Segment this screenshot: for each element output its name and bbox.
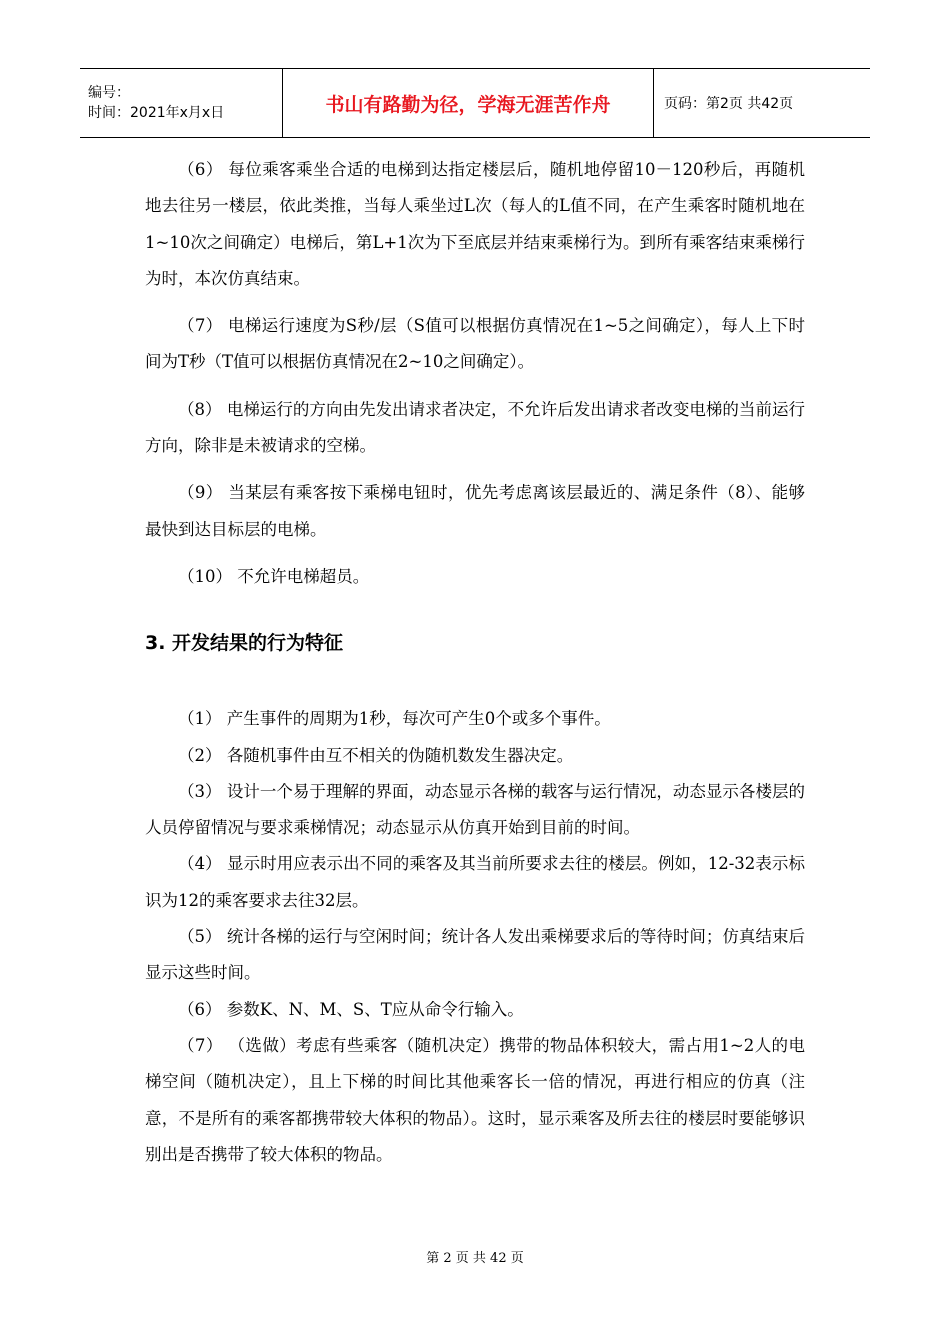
header-meta — [80, 69, 283, 137]
section-title: 3. 开发结果的行为特征 — [145, 632, 344, 655]
document-body — [145, 152, 805, 1173]
paragraph-item-9: （9） 当某层有乘客按下乘梯电钮时，优先考虑离该层最近的、满足条件（8）、能够最快到达目标层的电梯。 — [145, 483, 805, 539]
header-page-info — [654, 69, 870, 137]
header-motto — [283, 69, 654, 137]
behavior-item-6: （6） 参数K、N、M、S、T应从命令行输入。 — [178, 999, 524, 1019]
behavior-item-3: （3） 设计一个易于理解的界面，动态显示各梯的载客与运行情况，动态显示各楼层的人员停留情况与要求乘梯情况；动态显示从仿真开始到目前的时间。 — [145, 781, 805, 838]
page-footer: 第 2 页 共 42 页 — [426, 1251, 524, 1266]
page-header — [80, 68, 870, 138]
behavior-item-5: （5） 统计各梯的运行与空闲时间；统计各人发出乘梯要求后的等待时间；仿真结束后显示这些时间。 — [145, 927, 805, 983]
paragraph-item-6: （6） 每位乘客乘坐合适的电梯到达指定楼层后，随机地停留10－120秒后，再随机地去往另一楼层，依此类推，当每人乘坐过L次（每人的L值不同，在产生乘客时随机地在1~10次之间确定）电梯后，第L+1次为下至底层并结束乘梯行为。到所有乘客结束乘梯行为时，本次仿真结束。 — [145, 160, 805, 288]
behavior-item-1: （1） 产生事件的周期为1秒，每次可产生0个或多个事件。 — [178, 709, 611, 729]
header-date-label: 时间：2021年x月x日 — [88, 105, 225, 121]
paragraph-item-8: （8） 电梯运行的方向由先发出请求者决定，不允许后发出请求者改变电梯的当前运行方向，除非是未被请求的空梯。 — [145, 399, 805, 456]
behavior-item-4: （4） 显示时用应表示出不同的乘客及其当前所要求去往的楼层。例如，12-32表示标识为12的乘客要求去往32层。 — [145, 854, 805, 910]
behavior-item-2: （2） 各随机事件由互不相关的伪随机数发生器决定。 — [178, 745, 574, 765]
behavior-item-7: （7） （选做）考虑有些乘客（随机决定）携带的物品体积较大，需占用1~2人的电梯空间（随机决定），且上下梯的时间比其他乘客长一倍的情况，再进行相应的仿真（注意，不是所有的乘客都携带较大体积的物品）。这时，显示乘客及所去往的楼层时要能够识别出是否携带了较大体积的物品。 — [145, 1035, 805, 1164]
paragraph-item-10: （10） 不允许电梯超员。 — [178, 566, 370, 586]
paragraph-item-7: （7） 电梯运行速度为S秒/层（S值可以根据仿真情况在1~5之间确定），每人上下时间为T秒（T值可以根据仿真情况在2~10之间确定）。 — [145, 316, 805, 372]
page-info-text: 页码：第2页 共42页 — [664, 96, 794, 112]
motto-text: 书山有路勤为径，学海无涯苦作舟 — [325, 93, 611, 116]
header-number-label: 编号： — [88, 85, 130, 101]
